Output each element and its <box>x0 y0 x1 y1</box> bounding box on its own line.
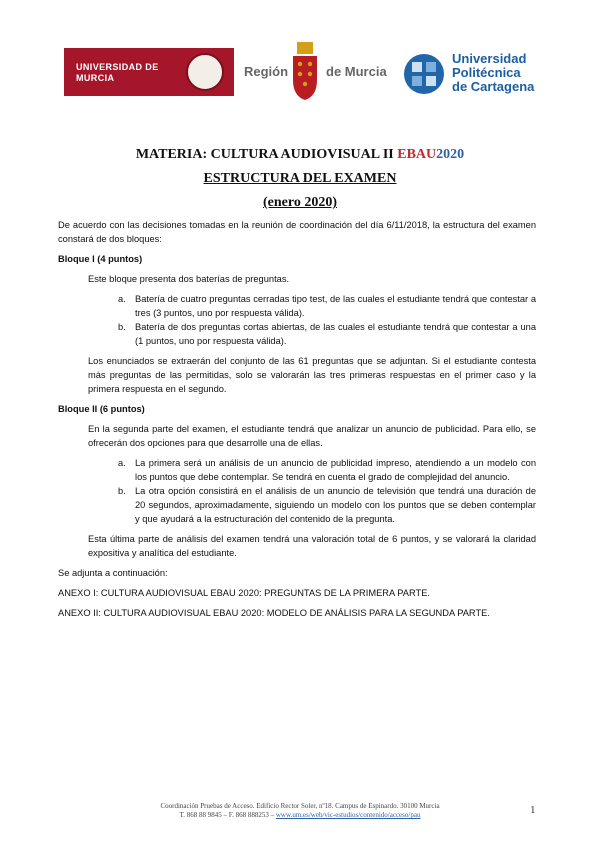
bloque1-heading: Bloque I (4 puntos) <box>58 254 143 264</box>
fecha-title: (enero 2020) <box>263 195 337 210</box>
bloque2-list <box>58 456 536 526</box>
footer-address: Coordinación Pruebas de Acceso. Edificio Rector Soler, nº18. Campus de Espinardo. 30100 Murcia <box>160 802 440 810</box>
ebau-label: EBAU <box>397 147 437 162</box>
list-item: b. La otra opción consistirá en el análisis de un anuncio de televisión que tendrá una duración de 20 segundos, aproximadamente, siguiendo un modelo con los puntos que se deben contemplar y que ayudará a la estructuración del contenido de la pregunta. <box>118 486 536 524</box>
upct-logo <box>404 50 564 100</box>
umu-seal-icon <box>186 53 224 91</box>
page-footer <box>0 802 600 820</box>
murcia-shield-icon <box>290 40 320 102</box>
list-item: a. Batería de cuatro preguntas cerradas tipo test, de las cuales el estudiante tendrá que contestar a tres (3 puntos, uno por respuesta válida). <box>118 294 536 318</box>
upct-logo-line1: Universidad <box>452 51 527 66</box>
bloque1-description: Este bloque presenta dos baterías de preguntas. <box>88 274 290 284</box>
bloque2-description: En la segunda parte del examen, el estudiante tendrá que analizar un anuncio de publicidad. Para ello, se ofrecerán dos opciones para que desarrolle una de ellas. <box>88 424 536 448</box>
document-titles <box>0 147 600 219</box>
page-number: 1 <box>530 804 536 816</box>
header-logos <box>0 40 600 110</box>
materia-title: MATERIA: CULTURA AUDIOVISUAL II EBAU2020 <box>135 147 465 162</box>
bloque1-list <box>58 292 536 348</box>
adjunta-paragraph: Se adjunta a continuación: <box>58 568 168 578</box>
region-logo-word1: Región <box>244 64 289 79</box>
upct-logo-line2: Politécnica <box>452 65 521 80</box>
region-logo-word2: de Murcia <box>326 64 387 79</box>
document-body <box>58 218 536 626</box>
anexo2-line: ANEXO II: CULTURA AUDIOVISUAL EBAU 2020: MODELO DE ANÁLISIS PARA LA SEGUNDA PARTE. <box>58 608 490 618</box>
list-item: a. La primera será un análisis de un anuncio de publicidad impreso, atendiendo a un modelo con los puntos que debe contemplar. Se tendrá en cuenta el grado de complejidad del anuncio. <box>118 458 536 482</box>
umu-logo-line2: MURCIA <box>76 73 115 83</box>
universidad-murcia-logo <box>64 48 234 96</box>
bloque1-note: Los enunciados se extraerán del conjunto de las 61 preguntas que se adjuntan. Si el estudiante contesta más preguntas de las permitidas, solo se valorarán las tres primeras respuestas en el primer caso y la primera respuesta en el segundo. <box>88 356 536 394</box>
umu-logo-line1: UNIVERSIDAD DE <box>76 62 159 72</box>
bloque2-note: Esta última parte de análisis del examen tendrá una valoración total de 6 puntos, y se valorará la claridad expositiva y analítica del estudiante. <box>88 534 536 558</box>
region-murcia-logo <box>244 40 394 106</box>
footer-link[interactable]: www.um.es/web/vic-estudios/contenido/acceso/pau <box>275 811 421 819</box>
anexo1-line: ANEXO I: CULTURA AUDIOVISUAL EBAU 2020: PREGUNTAS DE LA PRIMERA PARTE. <box>58 588 430 598</box>
upct-logo-line3: de Cartagena <box>452 79 535 94</box>
bloque2-heading: Bloque II (6 puntos) <box>58 404 145 414</box>
upct-globe-icon <box>404 54 444 94</box>
estructura-title: ESTRUCTURA DEL EXAMEN <box>203 171 397 186</box>
year-label: 2020 <box>436 147 465 162</box>
footer-contact: T. 868 88 9845 – F. 868 888253 – www.um.es/web/vic-estudios/contenido/acceso/pau <box>179 811 421 819</box>
list-item: b. Batería de dos preguntas cortas abiertas, de las cuales el estudiante tendrá que contestar a una (1 puntos, uno por respuesta válida). <box>118 322 536 346</box>
intro-paragraph: De acuerdo con las decisiones tomadas en la reunión de coordinación del día 6/11/2018, la estructura del examen constará de dos bloques: <box>58 220 536 244</box>
